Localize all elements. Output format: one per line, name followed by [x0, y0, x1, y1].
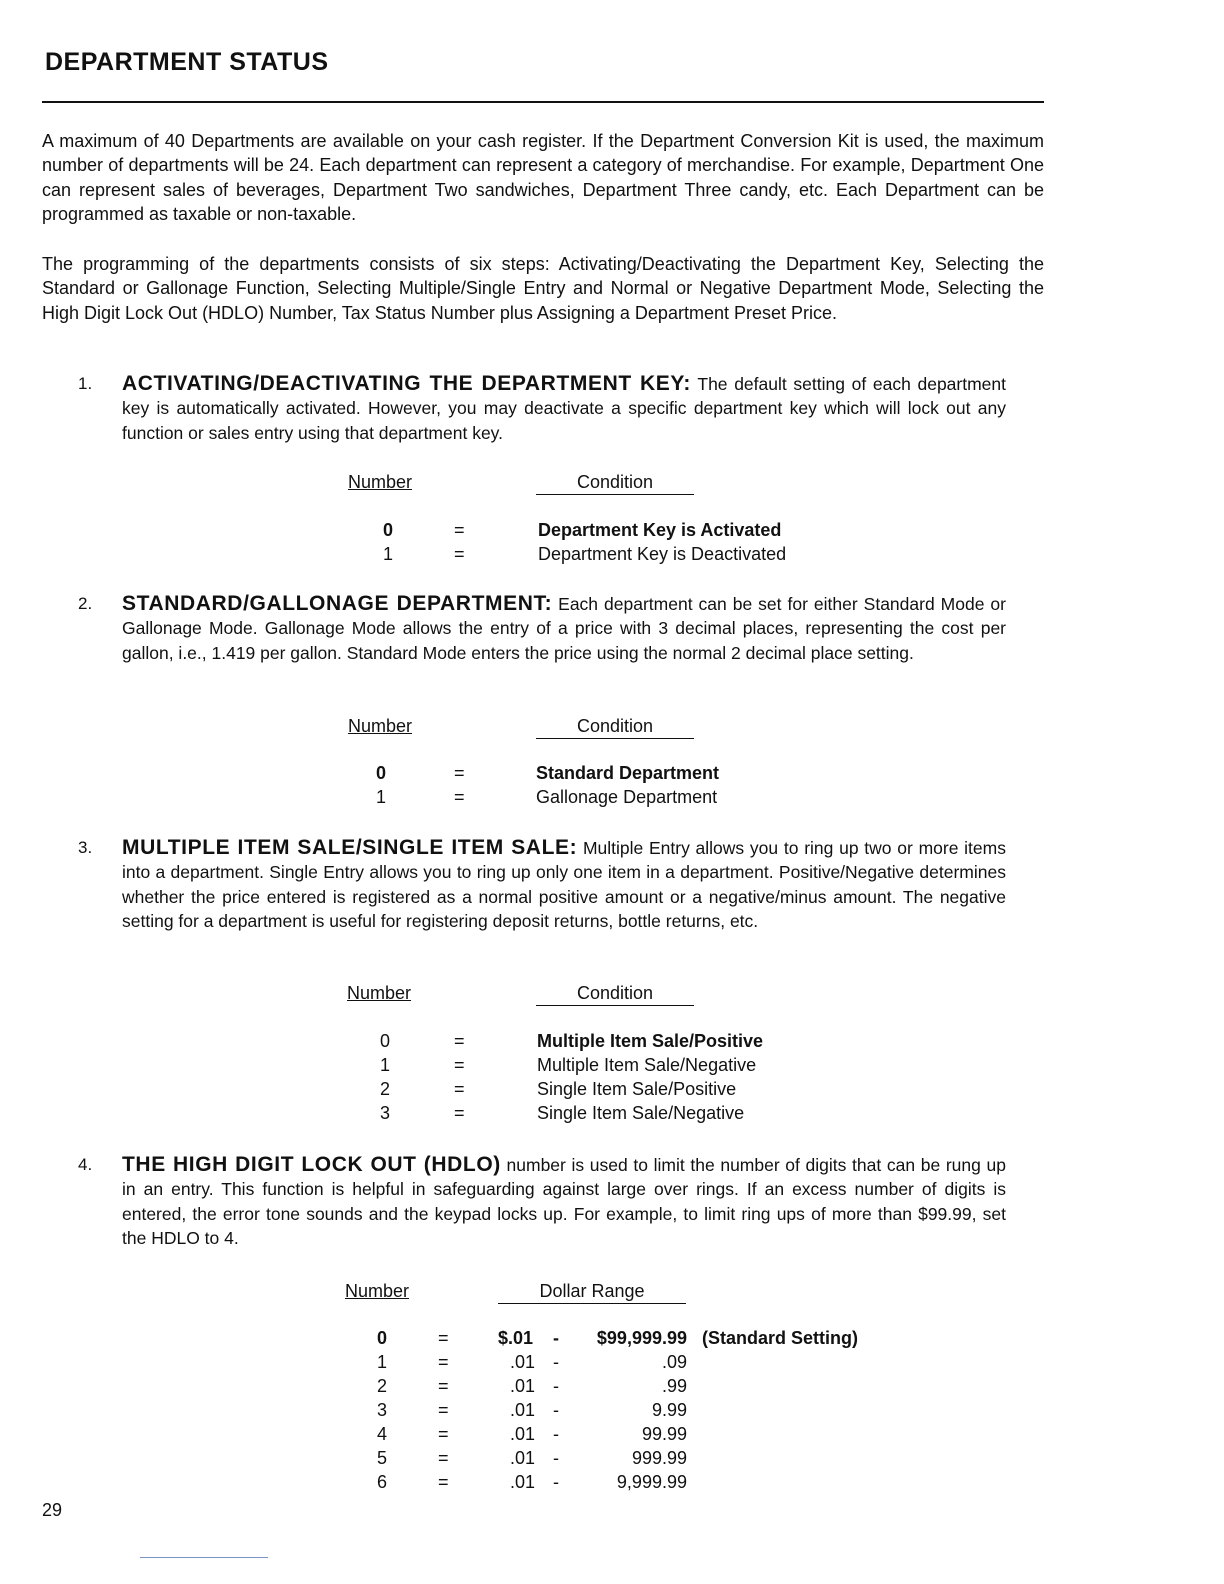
row-equals: =: [438, 1472, 449, 1492]
row-number: 1: [383, 544, 394, 564]
row-range-to: 9,999.99: [616, 1472, 687, 1492]
row-range-dash: -: [553, 1400, 559, 1420]
row-range-dash: -: [553, 1376, 559, 1396]
row-equals: =: [454, 787, 465, 807]
row-range-dash: -: [553, 1472, 559, 1492]
page-title: DEPARTMENT STATUS: [45, 48, 329, 76]
row-equals: =: [454, 1031, 465, 1051]
row-range-to: 99.99: [641, 1424, 687, 1444]
row-equals: =: [438, 1376, 449, 1396]
row-number: 1: [377, 1352, 388, 1372]
column-header-condition: Condition: [536, 983, 694, 1006]
row-range-from: .01: [510, 1352, 536, 1372]
intro-paragraph-2: The programming of the departments consists of six steps: Activating/Deactivating the Department Key, Selecting the Standard or Gallonage Function, Selecting Multiple/Single Entry and Normal or Negative Department Mode, Selecting the High Digit Lock Out (HDLO) Number, Tax Status Number plus Assigning a Department Preset Price.: [42, 254, 1044, 323]
row-range-dash: -: [553, 1448, 559, 1468]
row-range-from: .01: [510, 1448, 536, 1468]
row-range-to: 9.99: [651, 1400, 687, 1420]
row-number: 0: [377, 1328, 388, 1348]
section-number: 4.: [78, 1155, 93, 1174]
section-number: 2.: [78, 594, 93, 613]
row-range-dash: -: [553, 1352, 559, 1372]
row-number: 1: [380, 1055, 391, 1075]
row-range-to: 999.99: [631, 1448, 687, 1468]
row-equals: =: [438, 1400, 449, 1420]
row-number: 1: [376, 787, 387, 807]
row-number: 0: [380, 1031, 391, 1051]
section-body: [122, 1153, 1006, 1250]
intro-paragraph-1: A maximum of 40 Departments are available on your cash register. If the Department Conversion Kit is used, the maximum number of departments will be 24. Each department can represent a category of merchandise. For example, Department One can represent sales of beverages, Department Two sandwiches, Department Three candy, etc. Each Department can be programmed as taxable or non-taxable.: [42, 131, 1044, 224]
row-equals: =: [438, 1448, 449, 1468]
section-heading: THE HIGH DIGIT LOCK OUT (HDLO): [122, 1153, 501, 1176]
column-header-number: Number: [348, 716, 413, 736]
row-equals: =: [454, 1055, 465, 1075]
row-range-from: .01: [510, 1400, 536, 1420]
section-text: Each department can be set for either Standard Mode or Gallonage Mode. Gallonage Mode allows the entry of a price with 3 decimal places, representing the cost per gallon, i.e., 1.419 per gallon. Standard Mode enters the price using the normal 2 decimal place setting.: [122, 594, 1006, 663]
row-equals: =: [438, 1328, 449, 1348]
row-equals: =: [454, 520, 465, 540]
row-condition: Department Key is Activated: [538, 520, 782, 540]
row-range-from: .01: [510, 1472, 536, 1492]
row-number: 4: [377, 1424, 388, 1444]
column-header-number: Number: [348, 472, 413, 492]
row-condition: Multiple Item Sale/Positive: [537, 1031, 764, 1051]
row-equals: =: [454, 1079, 465, 1099]
footer-divider: [140, 1557, 268, 1558]
row-range-from: .01: [510, 1424, 536, 1444]
column-header-dollar-range: Dollar Range: [498, 1281, 686, 1304]
row-range-to: $99,999.99: [596, 1328, 687, 1348]
row-equals: =: [454, 763, 465, 783]
row-number: 2: [380, 1079, 391, 1099]
column-header-condition: Condition: [536, 472, 694, 495]
row-number: 0: [383, 520, 394, 540]
row-condition: Single Item Sale/Positive: [537, 1079, 737, 1099]
row-range-from: $.01: [498, 1328, 534, 1348]
row-number: 3: [377, 1400, 388, 1420]
row-condition: Department Key is Deactivated: [538, 544, 787, 564]
row-number: 3: [380, 1103, 391, 1123]
title-divider: [42, 101, 1044, 103]
section-body: [122, 592, 1006, 665]
section-body: [122, 372, 1006, 445]
row-range-dash: -: [553, 1328, 559, 1348]
row-equals: =: [438, 1352, 449, 1372]
section-text: Multiple Entry allows you to ring up two or more items into a department. Single Entry allows you to ring up only one item in a department. Positive/Negative determines whether the price entered is registered as a normal positive amount or a negative/minus amount. The negative setting for a department is useful for registering deposit returns, bottle returns, etc.: [122, 838, 1006, 931]
section-number: 3.: [78, 838, 93, 857]
section-number: 1.: [78, 374, 93, 393]
row-condition: Gallonage Department: [536, 787, 718, 807]
row-number: 0: [376, 763, 387, 783]
column-header-condition: Condition: [536, 716, 694, 739]
row-range-to: .09: [661, 1352, 687, 1372]
row-number: 2: [377, 1376, 388, 1396]
row-equals: =: [454, 544, 465, 564]
page-number: 29: [42, 1500, 63, 1520]
section-text: The default setting of each department key is automatically activated. However, you may deactivate a specific department key which will lock out any function or sales entry using that department key.: [122, 374, 1007, 443]
row-number: 5: [377, 1448, 388, 1468]
section-heading: STANDARD/GALLONAGE DEPARTMENT:: [122, 592, 553, 615]
row-number: 6: [377, 1472, 388, 1492]
row-condition: Multiple Item Sale/Negative: [537, 1055, 757, 1075]
row-range-from: .01: [510, 1376, 536, 1396]
column-header-number: Number: [347, 983, 412, 1003]
section-heading: MULTIPLE ITEM SALE/SINGLE ITEM SALE:: [122, 836, 578, 859]
row-range-dash: -: [553, 1424, 559, 1444]
section-body: [122, 836, 1006, 933]
section-text: number is used to limit the number of digits that can be rung up in an entry. This function is helpful in safeguarding against large over rings. If an excess number of digits is entered, the error tone sounds and the keypad locks up. For example, to limit ring ups of more than $99.99, set the HDLO to 4.: [122, 1155, 1006, 1248]
section-heading: ACTIVATING/DEACTIVATING THE DEPARTMENT KEY:: [122, 372, 692, 395]
row-range-to: .99: [661, 1376, 687, 1396]
row-condition: Single Item Sale/Negative: [537, 1103, 745, 1123]
row-note: (Standard Setting): [702, 1328, 858, 1348]
row-condition: Standard Department: [536, 763, 720, 783]
column-header-number: Number: [345, 1281, 410, 1301]
row-equals: =: [454, 1103, 465, 1123]
row-equals: =: [438, 1424, 449, 1444]
